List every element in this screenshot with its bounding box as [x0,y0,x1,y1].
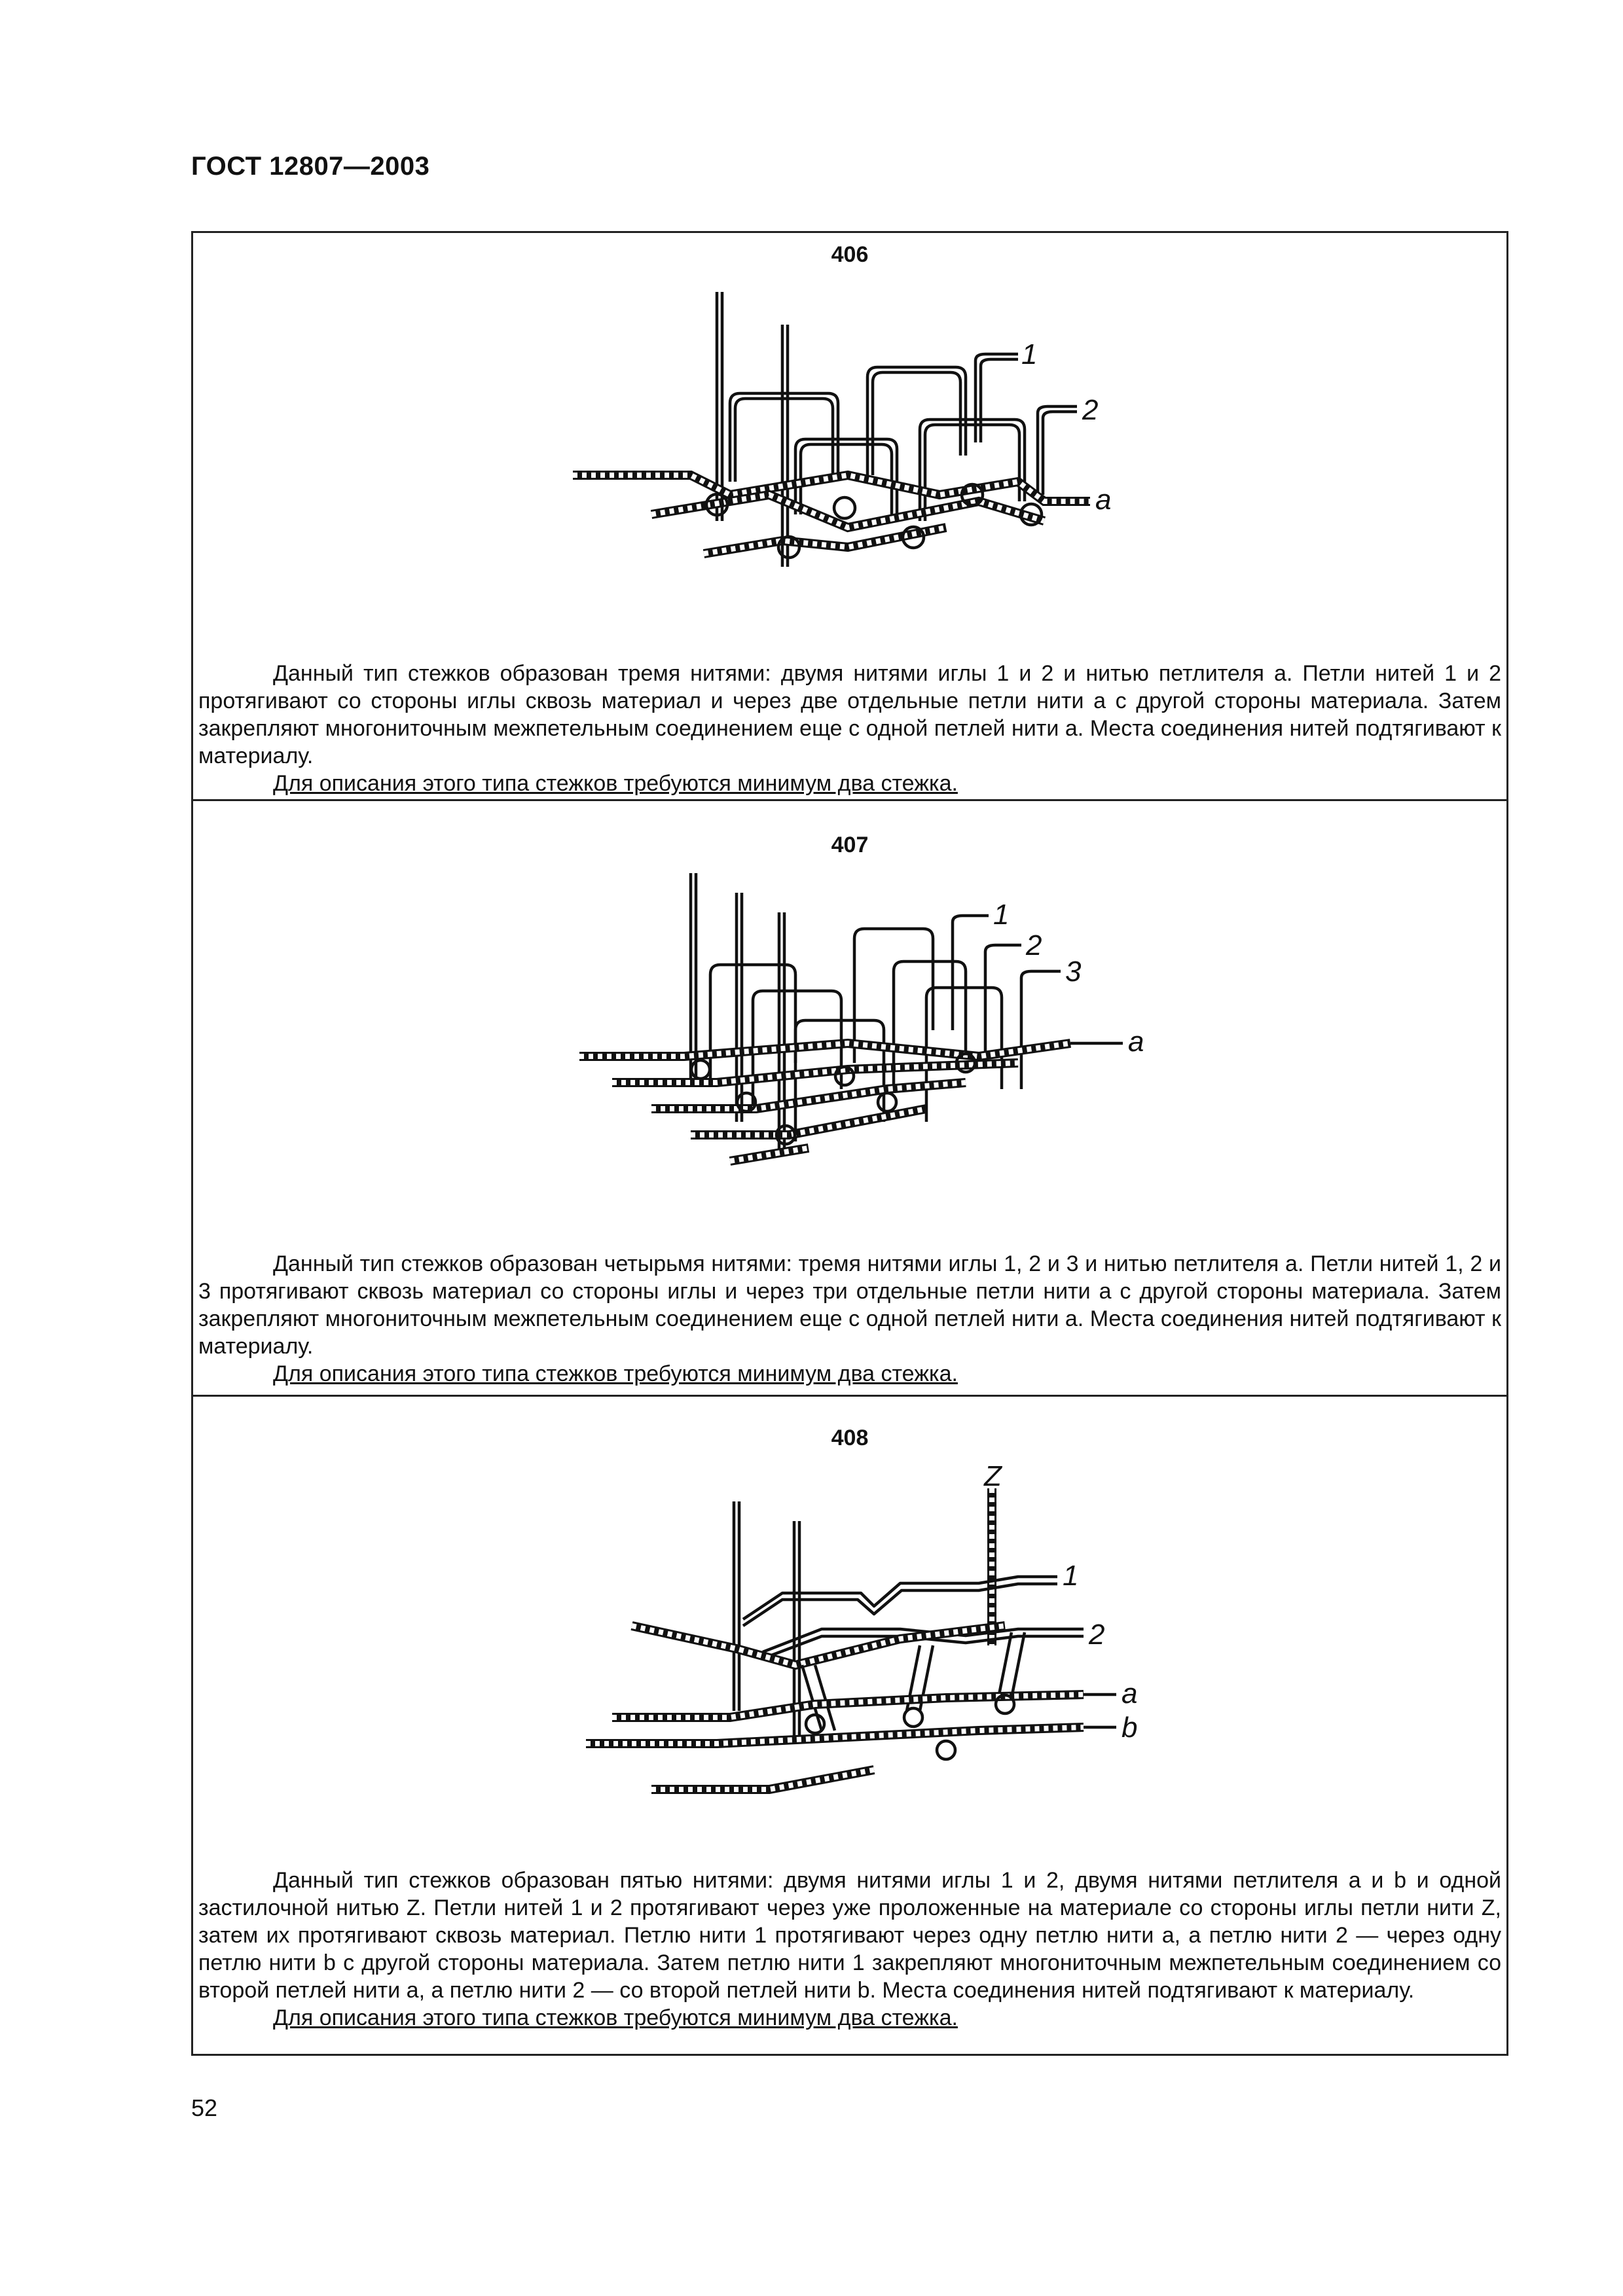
stitch-diagram-408-svg [193,1462,1506,1842]
thread-label: 2 [1082,394,1099,426]
description-paragraph: Данный тип стежков образован четырьмя нитями: тремя нитями иглы 1, 2 и 3 и нитью петлителя a. Петли нитей 1, 2 и 3 протягивают сквозь материал со стороны иглы и через три отдельные петли нити a с другой стороны материала. Затем закрепляют многониточным межпетельным соединением еще с одной петлей нити a. Места соединения нитей подтягивают к материалу. [198,1251,1501,1359]
thread-knot [937,1741,955,1759]
thread-label: 2 [1089,1619,1105,1651]
description-note: Для описания этого типа стежков требуются минимум два стежка. [273,771,958,796]
section-406 [193,233,1506,801]
loop-thread-1 [867,367,966,475]
section-407 [193,801,1506,1397]
loop-thread-1 [730,393,838,482]
section-408 [193,1397,1506,2056]
loop-thread-1 [981,359,1018,442]
loop-thread-1 [743,1577,1057,1619]
description-note: Для описания этого типа стежков требуются минимум два стежка. [273,2005,958,2030]
thread-label: 1 [1063,1560,1079,1592]
thread-knot [834,497,855,518]
loop-legs [802,1632,1025,1731]
loop-thread-2 [1043,412,1077,495]
thread-label: 3 [1065,956,1082,988]
thread-knot [878,1093,896,1111]
thread-knot [806,1715,824,1733]
thread-label: a [1122,1677,1138,1710]
thread-label: 2 [1026,929,1042,961]
description-paragraph: Данный тип стежков образован тремя нитями: двумя нитями иглы 1 и 2 и нитью петлителя a. Петли нитей 1 и 2 протягивают со стороны иглы сквозь материал и через две отдельные петли нити a с другой стороны материала. Затем закрепляют многониточным межпетельным соединением еще с одной петлей нити a. Места соединения нитей подтягивают к материалу. [198,661,1501,768]
loop-thread-2 [985,945,1021,1056]
thread-label: a [1128,1026,1144,1058]
description-paragraph: Данный тип стежков образован пятью нитями: двумя нитями иглы 1 и 2, двумя нитями петлителя a и b и одной застилочной нитью Z. Петли нитей 1 и 2 протягивают через уже проложенные на материале со стороны иглы петли нити Z, затем их протягивают сквозь материал. Петлю нити 1 протягивают через одну петлю нити a, а петлю нити 2 — через одну петлю нити b с другой стороны материала. Затем петлю нити 1 закрепляют многониточным межпетельным соединением со второй петлей нити a, а петлю нити 2 — со второй петлей нити b. Места соединения нитей подтягивают к материалу. [198,1868,1501,2003]
loop-thread-3 [1021,971,1061,1089]
thread-label: 1 [993,899,1010,931]
looper-thread-end [1084,1695,1116,1727]
thread-knot [691,1060,710,1079]
stitch-type-number: 408 [831,1426,869,1450]
stitch-description [198,1867,1501,2032]
stitch-diagram-408 [193,1462,1506,1842]
stitch-diagram-407 [193,867,1506,1213]
thread-label: Z [984,1462,1002,1492]
thread-label: 1 [1021,338,1038,370]
stitch-diagram-406 [193,279,1506,619]
page-number: 52 [191,2094,218,2121]
description-note: Для описания этого типа стежков требуются минимум два стежка. [273,1361,958,1386]
stitch-diagram-406-svg [193,279,1506,619]
loop-thread-1 [743,1584,1057,1626]
stitch-type-number: 407 [831,833,869,857]
thread-label: a [1095,484,1112,516]
looper-thread-a [704,528,946,554]
stitch-type-number: 406 [831,242,869,267]
looper-thread-b [651,1770,874,1789]
stitch-table [191,231,1508,2056]
loop-thread-1 [953,916,989,1030]
thread-knot [904,1708,922,1727]
stitch-diagram-407-svg [193,867,1506,1213]
document-header: ГОСТ 12807—2003 [191,152,430,181]
looper-thread-a [573,475,1090,501]
stitch-description [198,660,1501,797]
thread-label: b [1122,1712,1138,1744]
stitch-description [198,1250,1501,1388]
